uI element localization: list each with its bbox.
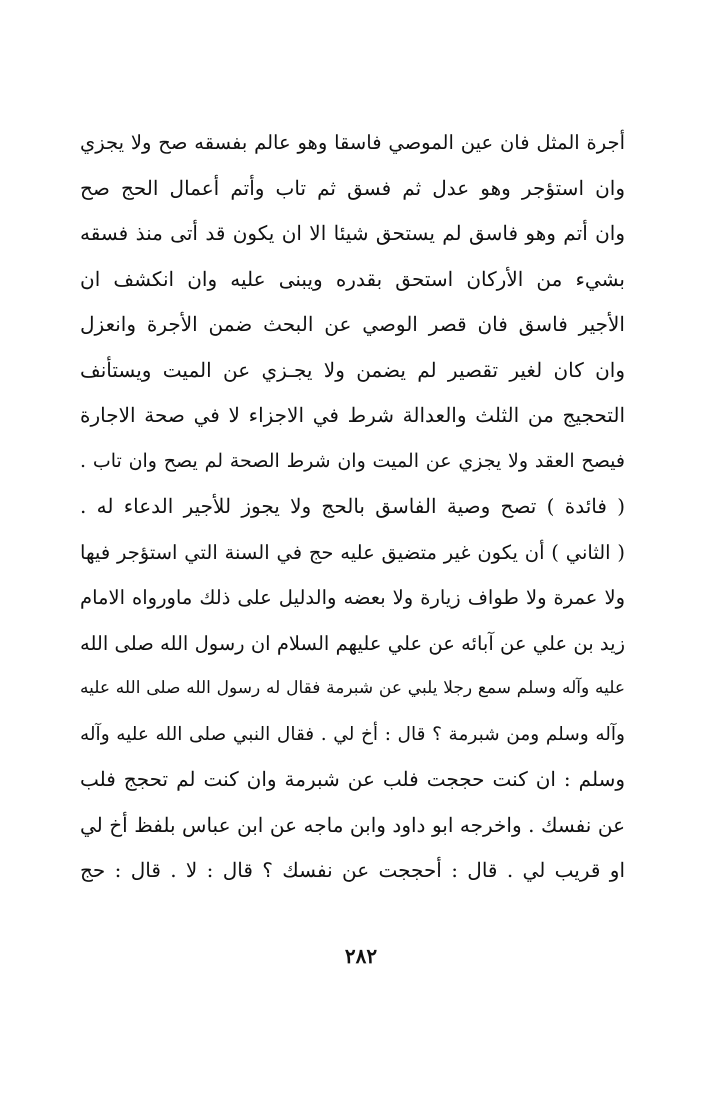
text-line: الأجير فاسق فان قصر الوصي عن البحث ضمن الأجرة وانعزل bbox=[80, 312, 625, 336]
text-line: عن نفسك . واخرجه ابو داود وابن ماجه عن ابن عباس بلفظ أخ لي bbox=[80, 812, 625, 837]
text-line: وان كان لغير تقصير لم يضمن ولا يجـزي عن الميت ويستأنف bbox=[80, 357, 625, 382]
text-line: أجرة المثل فان عين الموصي فاسقا وهو عالم بفسقه صح ولا يجزي bbox=[80, 131, 625, 154]
text-line: زيد بن علي عن آبائه عن علي عليهم السلام ان رسول الله صلى الله bbox=[80, 631, 625, 655]
text-line: وان استؤجر وهو عدل ثم فسق ثم تاب وأتم أعمال الحج صح bbox=[80, 175, 625, 200]
text-line: ( الثاني ) أن يكون غير متضيق عليه حج في السنة التي استؤجر فيها bbox=[80, 540, 625, 564]
text-line: وآله وسلم ومن شبرمة ؟ قال : أخ لي . فقال النبي صلى الله عليه وآله bbox=[80, 723, 625, 745]
text-line: وسلم : ان كنت حججت فلب عن شبرمة وان كنت لم تحجج فلب bbox=[80, 767, 625, 791]
text-line: ( فائدة ) تصح وصية الفاسق بالحج ولا يجوز للأجير الدعاء له . bbox=[80, 494, 625, 518]
text-line: عليه وآله وسلم سمع رجلا يلبي عن شبرمة فقال له رسول الله صلى الله عليه bbox=[80, 678, 625, 698]
text-line: بشيء من الأركان استحق بقدره ويبنى عليه وان انكشف ان bbox=[80, 266, 625, 291]
text-line: فيصح العقد ولا يجزي عن الميت وان شرط الصحة لم يصح وان تاب . bbox=[80, 449, 625, 472]
text-line: او قريب لي . قال : أحججت عن نفسك ؟ قال : لا . قال : حج bbox=[80, 858, 625, 882]
text-line: ولا عمرة ولا طواف زيارة ولا بعضه والدليل على ذلك ماورواه الامام bbox=[80, 586, 625, 609]
text-line: وان أتم وهو فاسق لم يستحق شيئا الا ان يكون قد أتى منذ فسقه bbox=[80, 221, 625, 245]
page-number: ٢٨٢ bbox=[344, 944, 378, 968]
body-text bbox=[80, 120, 625, 894]
text-line: التحجيج من الثلث والعدالة شرط في الاجزاء لا في صحة الاجارة bbox=[80, 403, 625, 427]
